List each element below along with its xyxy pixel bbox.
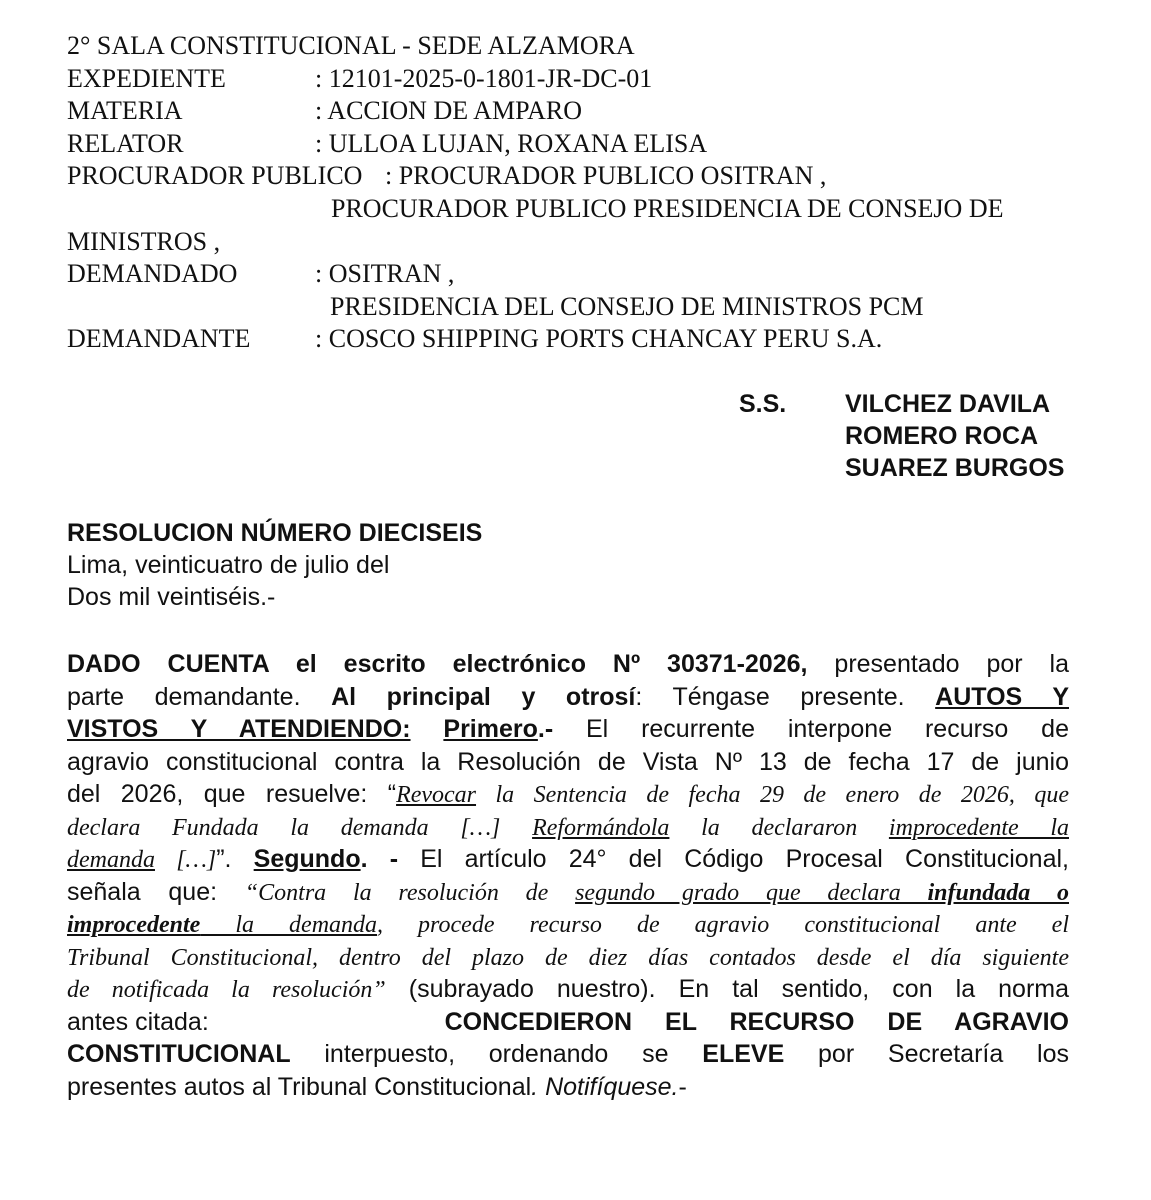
court-name: 2° SALA CONSTITUCIONAL - SEDE ALZAMORA [67, 31, 635, 60]
body-line [67, 876, 1069, 909]
demandado-value-1: : OSITRAN , [315, 259, 455, 289]
resolution-date-line-2: Dos mil veintiséis.- [67, 583, 276, 611]
body-bold-text: CONSTITUCIONAL [67, 1040, 291, 1068]
body-italic-underlined-text: demanda [67, 847, 155, 873]
judges-list [845, 388, 1064, 484]
resolution-date-line-1: Lima, veinticuatro de julio del [67, 551, 390, 579]
body-text: - [678, 1072, 687, 1101]
body-bold-underlined-text: Segundo [253, 845, 361, 873]
body-italic-text: “Contra la resolución de [244, 879, 576, 906]
body-line [67, 1006, 1069, 1039]
body-line [67, 1038, 1069, 1071]
body-bold-text: ELEVE [702, 1040, 785, 1068]
body-bold-italic-underlined-text: improcedente [67, 912, 201, 938]
body-text: por Secretaría los [784, 1040, 1069, 1068]
resolution-heading [67, 517, 1067, 613]
body-text: señala que: [67, 877, 245, 906]
resolution-title: RESOLUCION NÚMERO DIECISEIS [67, 519, 483, 547]
body-text: presentado por la [807, 650, 1069, 678]
body-text: ”. [216, 845, 254, 873]
body-italic-text: Tribunal Constitucional, dentro del plazo de diez días contados desde el día siguiente [67, 944, 1069, 971]
body-bold-text: .- [537, 715, 554, 743]
body-text: agravio constitucional contra la Resolución de Vista Nº 13 de fecha 17 de junio [67, 747, 1069, 776]
judge-name: ROMERO ROCA [845, 422, 1039, 450]
body-italic-text: […] [154, 847, 217, 873]
body-bold-text: CONCEDIERON EL RECURSO DE AGRAVIO [444, 1007, 1069, 1036]
materia-label: MATERIA [67, 96, 183, 126]
body-line [67, 1071, 1069, 1104]
body-text: El artículo 24° del Código Procesal Constitucional, [398, 845, 1069, 873]
demandante-value: : COSCO SHIPPING PORTS CHANCAY PERU S.A. [315, 324, 883, 354]
procurador-label: PROCURADOR PUBLICO [67, 161, 363, 191]
resolution-body [67, 648, 1069, 1103]
body-text: antes citada: [67, 1007, 209, 1036]
expediente-value: : 12101-2025-0-1801-JR-DC-01 [315, 63, 653, 93]
demandado-value-2: PRESIDENCIA DEL CONSEJO DE MINISTROS PCM [330, 291, 924, 321]
body-text: (subrayado nuestro). En tal sentido, con la norma [385, 975, 1070, 1003]
body-bold-text: . - [360, 845, 399, 873]
case-header [67, 30, 1127, 356]
body-line [67, 778, 1069, 811]
body-bold-underlined-text: AUTOS Y [935, 682, 1069, 711]
expediente-label: EXPEDIENTE [67, 63, 226, 93]
body-italic-text: . Notifíquese. [531, 1072, 679, 1101]
body-line [67, 843, 1069, 876]
body-bold-underlined-text: VISTOS Y ATENDIENDO: [67, 715, 411, 743]
body-line [67, 681, 1069, 714]
body-line [67, 973, 1069, 1006]
body-bold-underlined-text: Primero [443, 715, 538, 743]
body-italic-text: de notificada la resolución” [67, 977, 386, 1003]
relator-value: : ULLOA LUJAN, ROXANA ELISA [315, 128, 708, 158]
body-text: del 2026, que resuelve: “ [67, 780, 397, 808]
procurador-value-1: : PROCURADOR PUBLICO OSITRAN , [385, 161, 827, 191]
body-italic-underlined-text: improcedente la [888, 814, 1069, 841]
body-text [411, 715, 444, 743]
judge-name: VILCHEZ DAVILA [845, 390, 1051, 418]
materia-value: : ACCION DE AMPARO [315, 96, 583, 126]
body-text: interpuesto, ordenando se [290, 1040, 703, 1068]
body-text: : Téngase presente. [635, 682, 936, 711]
body-bold-italic-underlined-text: infundada o [927, 879, 1070, 906]
body-italic-text: la Sentencia de fecha 29 de enero de 2026, que [476, 782, 1070, 808]
body-italic-text: declara Fundada la demanda […] [67, 814, 533, 841]
ss-label: S.S. [739, 390, 787, 418]
body-line [67, 648, 1069, 681]
body-italic-text: la declararon [669, 814, 889, 841]
body-italic-underlined-text: Reformándola [532, 814, 670, 841]
body-bold-text: Al principal y otrosí [331, 682, 636, 711]
body-italic-underlined-text: segundo grado que declara [575, 879, 928, 906]
demandante-label: DEMANDANTE [67, 324, 251, 354]
body-line [67, 746, 1069, 779]
procurador-value-2: PROCURADOR PUBLICO PRESIDENCIA DE CONSEJO DE [331, 193, 1004, 223]
body-line [67, 908, 1069, 941]
body-text: El recurrente interpone recurso de [553, 715, 1069, 743]
body-line [67, 941, 1069, 974]
body-italic-underlined-text: la demanda [200, 912, 378, 938]
demandado-label: DEMANDADO [67, 259, 238, 289]
body-italic-text: , procede recurso de agravio constitucional ante el [377, 912, 1070, 938]
body-line [67, 713, 1069, 746]
body-line [67, 811, 1069, 844]
relator-label: RELATOR [67, 128, 184, 158]
body-bold-text: DADO CUENTA el escrito electrónico Nº 30371-2026, [67, 650, 808, 678]
body-text: parte demandante. [67, 682, 332, 711]
body-italic-underlined-text: Revocar [396, 782, 477, 808]
judge-name: SUAREZ BURGOS [845, 454, 1065, 482]
body-text: presentes autos al Tribunal Constitucional [67, 1072, 532, 1101]
procurador-value-3: MINISTROS , [67, 226, 221, 256]
